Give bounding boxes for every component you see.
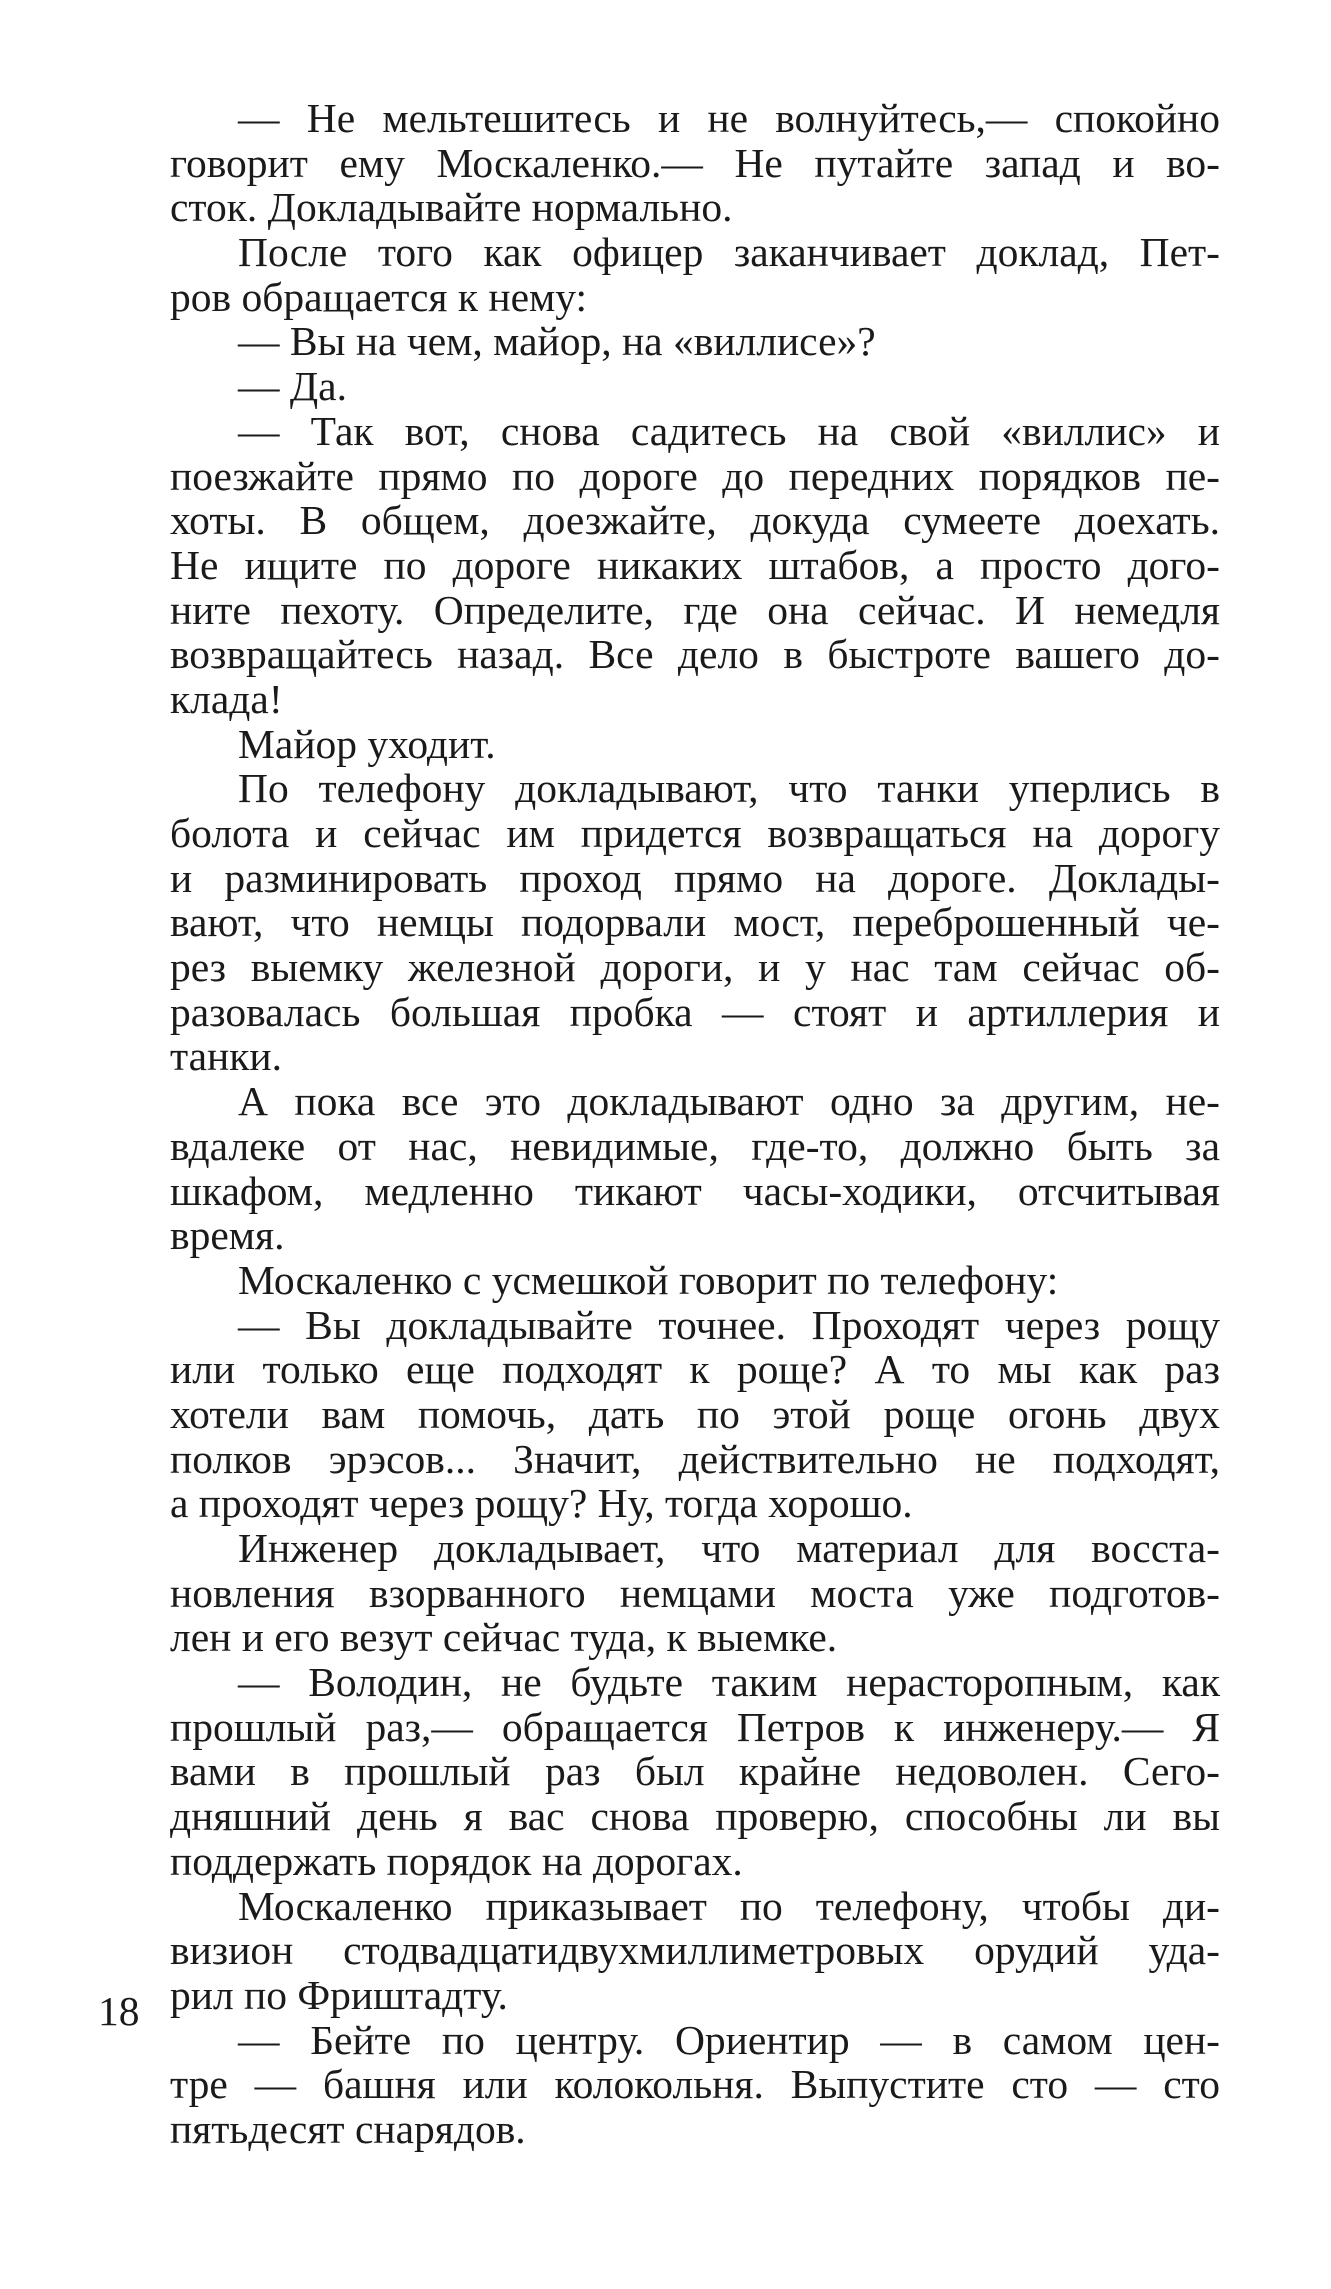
- text-line: рез выемку железной дороги, и у нас там сейчас об-: [170, 944, 1220, 991]
- text-line: Майор уходит.: [238, 720, 496, 767]
- text-line: хоты. В общем, доезжайте, докуда сумеете доехать.: [170, 497, 1220, 544]
- text-line: Инженер докладывает, что материал для восста-: [238, 1525, 1220, 1571]
- text-line: лен и его везут сейчас туда, к выемке.: [170, 1614, 838, 1661]
- text-line: визион стодвадцатидвухмиллиметровых орудий уда-: [170, 1927, 1220, 1974]
- text-line: — Бейте по центру. Ориентир — в самом цен-: [238, 2016, 1220, 2063]
- body-text: [170, 96, 1220, 2152]
- text-line: шкафом, медленно тикают часы-ходики, отсчитывая: [170, 1167, 1220, 1214]
- text-line: По телефону докладывают, что танки уперлись в: [238, 765, 1220, 812]
- text-line: разовалась большая пробка — стоят и артиллерия и: [170, 988, 1220, 1035]
- text-line: Не ищите по дороге никаких штабов, а просто дого-: [170, 541, 1220, 588]
- text-line: болота и сейчас им придется возвращаться на дорогу: [170, 810, 1220, 856]
- text-line: поддержать порядок на дорогах.: [170, 1837, 743, 1884]
- text-line: А пока все это докладывают одно за другим, не-: [238, 1078, 1220, 1125]
- text-line: полков эрэсов... Значит, действительно не подходят,: [170, 1435, 1220, 1482]
- text-line: После того как офицер заканчивает доклад, Пет-: [238, 229, 1220, 276]
- text-line: ните пехоту. Определите, где она сейчас. И немедля: [170, 586, 1220, 633]
- text-line: пятьдесят снарядов.: [170, 2105, 526, 2152]
- text-line: а проходят через рощу? Ну, тогда хорошо.: [170, 1480, 913, 1527]
- text-line: хотели вам помочь, дать по этой роще огонь двух: [170, 1390, 1220, 1437]
- text-line: ров обращается к нему:: [170, 273, 587, 320]
- page-number: 18: [98, 1988, 140, 2034]
- text-line: возвращайтесь назад. Все дело в быстроте вашего до-: [170, 631, 1220, 678]
- text-line: говорит ему Москаленко.— Не путайте запад и во-: [170, 139, 1220, 186]
- text-line: — Так вот, снова садитесь на свой «виллис» и: [238, 407, 1220, 454]
- text-line: поезжайте прямо по дороге до передних порядков пе-: [170, 452, 1220, 499]
- text-line: — Володин, не будьте таким нерасторопным, как: [238, 1659, 1220, 1706]
- text-line: вдалеке от нас, невидимые, где-то, должно быть за: [170, 1122, 1220, 1169]
- text-line: — Вы докладывайте точнее. Проходят через рощу: [238, 1301, 1220, 1348]
- text-line: прошлый раз,— обращается Петров к инженеру.— Я: [170, 1703, 1220, 1750]
- text-line: танки.: [170, 1033, 283, 1080]
- text-line: Москаленко с усмешкой говорит по телефону:: [238, 1256, 1059, 1303]
- text-line: клада!: [170, 675, 283, 722]
- text-line: время.: [170, 1212, 285, 1259]
- text-line: — Не мельтешитесь и не волнуйтесь,— спокойно: [238, 95, 1220, 141]
- text-line: рил по Фриштадту.: [170, 1971, 508, 2018]
- text-line: дняшний день я вас снова проверю, способны ли вы: [170, 1793, 1220, 1840]
- text-line: — Да.: [238, 363, 347, 410]
- text-line: Москаленко приказывает по телефону, чтобы ди-: [238, 1882, 1220, 1929]
- text-line: тре — башня или колокольня. Выпустите сто — сто: [170, 2061, 1220, 2108]
- text-line: новления взорванного немцами моста уже подготов-: [170, 1569, 1220, 1616]
- text-line: вами в прошлый раз был крайне недоволен. Сего-: [170, 1748, 1220, 1795]
- text-line: или только еще подходят к роще? А то мы как раз: [170, 1346, 1220, 1393]
- text-line: и разминировать проход прямо на дороге. Доклады-: [170, 854, 1220, 901]
- text-line: — Вы на чем, майор, на «виллисе»?: [238, 318, 876, 365]
- text-line: вают, что немцы подорвали мост, переброшенный че-: [170, 899, 1220, 946]
- text-line: сток. Докладывайте нормально.: [170, 184, 733, 231]
